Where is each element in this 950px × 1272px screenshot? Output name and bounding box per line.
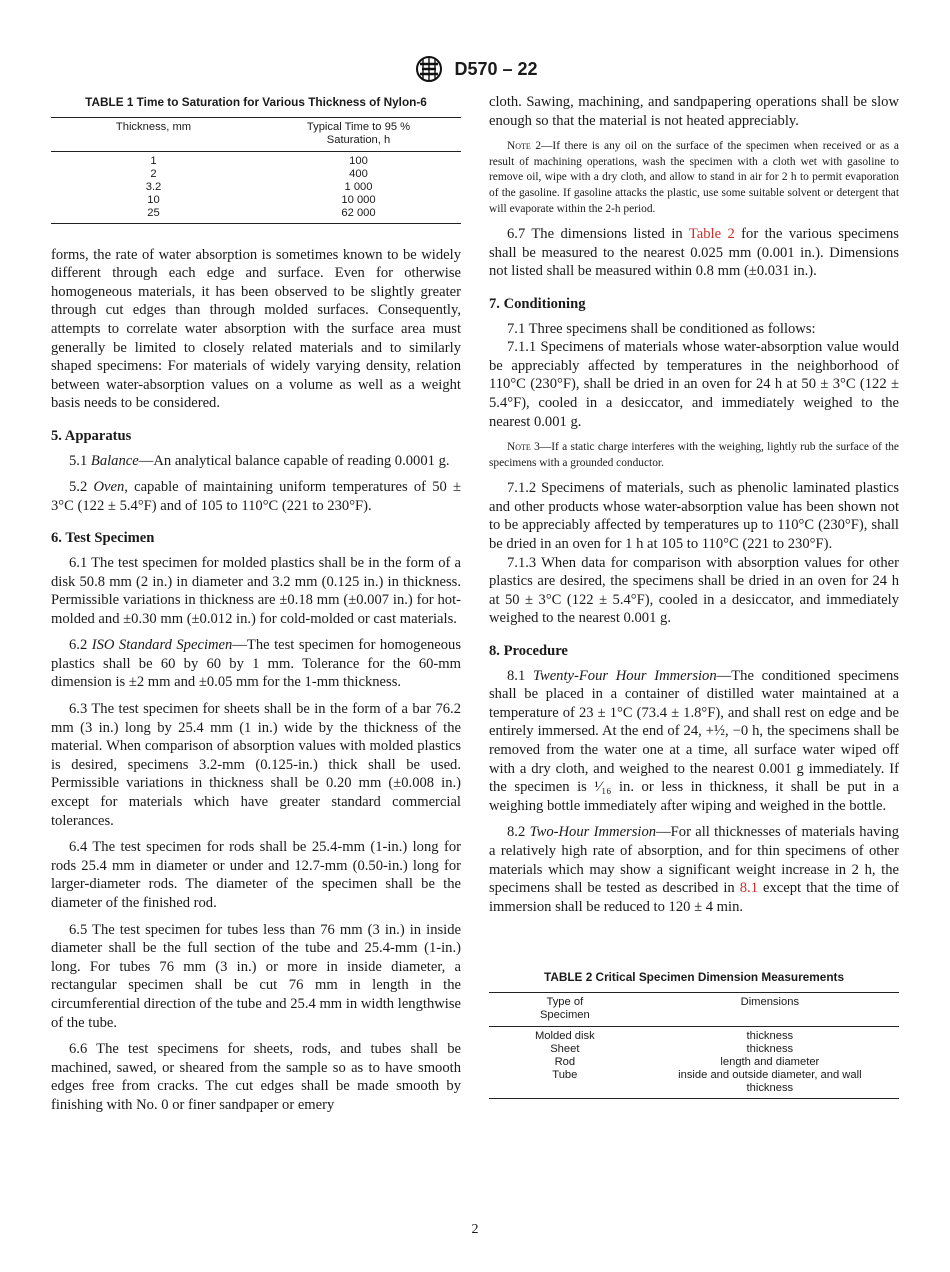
table-row: 1 100 [150, 154, 368, 167]
section-heading: 8. Procedure [489, 643, 568, 660]
table-row: 2 400 [150, 167, 368, 180]
paragraph: 6.1 The test specimen for molded plastics shall be in the form of a disk 50.8 mm (2 in.) in diameter and 3.2 mm (0.125 in.) in thickness. Permissible variations in thickness are ±0.18 mm (±0.007 in.) for hot-molded and ±0.30 mm (±0.012 in.) for cold-molded or cast materials. [51, 554, 461, 627]
section-8-1-link[interactable]: 8.1 [739, 880, 758, 897]
table1 [51, 93, 461, 224]
paragraph: cloth. Sawing, machining, and sandpapering operations shall be slow enough so that the material is not heated appreciably. [489, 94, 899, 129]
note: Note 3—If a static charge interferes with the weighing, lightly rub the surface of the specimens with a grounded conductor. [489, 441, 899, 469]
note: Note 2—If there is any oil on the surface of the specimen when received or as a result of machining operations, wash the specimen with a cloth wet with gasoline to remove oil, wipe with a dry cloth, and allow to stand in air for 2 h to permit evaporation of the gasoline. If gasoline attacks the plastic, use some suitable solvent or detergent that will evaporate within the 2-h period. [489, 140, 899, 215]
paragraph: forms, the rate of water absorption is sometimes known to be widely different through each edge and surface. Even for otherwise homogeneous materials, it has been observed to be slightly greater through cut edges than through molded surfaces. Consequently, attempts to correlate water absorption with the surface area must generally be limited to closely related materials and to similarly shaped specimens: For materials of widely varying density, relation between water-absorption values on a volume as well as a weight basis needs to be considered. [51, 246, 461, 412]
table2 [489, 968, 899, 1099]
section-heading: 7. Conditioning [489, 295, 586, 312]
table2-header: Type of Specimen [489, 992, 641, 1026]
designation: D570 – 22 [454, 58, 538, 79]
paragraph: 7.1 Three specimens shall be conditioned as follows: [507, 320, 816, 337]
paragraph: 7.1.3 When data for comparison with absorption values for other plastics are desired, the specimens shall be dried in an oven for 24 h at 50 ± 3°C (122 ± 5.4°F), cooled in a desiccator, and immediately weighed to the nearest 0.001 g. [489, 554, 899, 627]
table-row: 3.2 1 000 [145, 180, 373, 193]
paragraph: 5.2 Oven, capable of maintaining uniform temperatures of 50 ± 3°C (122 ± 5.4°F) and of 105 to 110°C (221 to 230°F). [51, 479, 461, 514]
table2-header: Dimensions [641, 992, 899, 1026]
right-column [489, 93, 899, 1099]
paragraph: 6.4 The test specimen for rods shall be 25.4-mm (1-in.) long for rods 25.4 mm in diameter or under and 12.7-mm (0.50-in.) long for larger-diameter rods. The diameter of the specimen shall be the diameter of the finished rod. [51, 839, 461, 911]
left-column [51, 93, 461, 1115]
table-row: 25 62 000 [51, 207, 461, 224]
table2-caption: TABLE 2 Critical Specimen Dimension Measurements [543, 970, 845, 985]
paragraph: 5.1 Balance—An analytical balance capable of reading 0.0001 g. [69, 452, 450, 469]
paragraph: 8.2 Two-Hour Immersion—For all thicknesses of materials having a relatively high rate of absorption, and for thin specimens of other materials which may show a significant weight increase in 2 h, the specimens shall be tested as described in 8.1 except that the time of immersion shall be reduced to 120 ± 4 min. [489, 824, 899, 915]
table2-link[interactable]: Table 2 [688, 226, 735, 243]
table1-header: Typical Time to 95 % Saturation, h [256, 117, 461, 151]
paragraph: 6.3 The test specimen for sheets shall be in the form of a bar 76.2 mm (3 in.) long by 25.4 mm (1 in.) wide by the thickness of the material. When comparison of absorption values with molded plastics is desired, specimens 3.2-mm (0.125-in.) thick shall be used. Permissible variations in thickness shall be 0.20 mm (±0.008 in.) except for materials which have greater standard commercial tolerances. [51, 701, 461, 829]
paragraph: 6.7 The dimensions listed in Table 2 for the various specimens shall be measured to the nearest 0.025 mm (0.001 in.). Dimensions not listed shall be measured within 0.8 mm (±0.031 in.). [489, 226, 899, 280]
page-header [0, 55, 950, 83]
paragraph: 7.1.2 Specimens of materials, such as phenolic laminated plastics and other products whose water-absorption value has been shown not to be appreciably affected by temperatures up to 110°C (230°F), shall be dried in an oven for 1 h at 105 to 110°C (221 to 230°F). [489, 480, 899, 553]
section-heading: 6. Test Specimen [51, 530, 155, 547]
table-row: Molded disk thickness [534, 1029, 794, 1042]
paragraph: 7.1.1 Specimens of materials whose water-absorption value would be appreciably affected by temperatures in the neighborhood of 110°C (230°F), shall be dried in an oven for 24 h at 50 ± 3°C (122 ± 5.4°F), cooled in a desiccator, and immediately weighed to the nearest 0.001 g. [489, 339, 899, 430]
table1-caption: TABLE 1 Time to Saturation for Various Thickness of Nylon-6 [85, 95, 427, 109]
page-number: 2 [471, 1222, 479, 1237]
paragraph: 6.2 ISO Standard Specimen—The test specimen for homogeneous plastics shall be 60 by 60 by 1 mm. Tolerance for the 60-mm dimension is ±2 mm and ±0.05 mm for the 1-mm thickness. [51, 637, 461, 691]
section-heading: 5. Apparatus [51, 427, 132, 444]
table-row: Tube inside and outside diameter, and wall thickness [489, 1069, 899, 1099]
astm-logo-icon [412, 55, 446, 83]
table1-header: Thickness, mm [51, 117, 256, 151]
paragraph: 6.6 The test specimens for sheets, rods, and tubes shall be machined, sawed, or sheared from the sample so as to have smooth edges free from cracks. The cut edges shall be made smooth by finishing with No. 0 or finer sandpaper or emery [51, 1041, 461, 1113]
table-row: Sheet thickness [550, 1042, 794, 1055]
table-row: Rod length and diameter [554, 1055, 820, 1068]
paragraph: 8.1 Twenty-Four Hour Immersion—The conditioned specimens shall be placed in a container of distilled water maintained at a temperature of 23 ± 1°C (73.4 ± 1.8°F), and shall rest on edge and be entirely immersed. At the end of 24, +½, −0 h, the specimens shall be removed from the water one at a time, all surface water wiped off with a dry cloth, and weighed to the nearest 0.001 g immediately. If the specimen is ¹⁄₁₆ in. or less in thickness, it shall be put in a weighing bottle immediately after wiping and weighed in the bottle. [489, 667, 899, 814]
paragraph: 6.5 The test specimen for tubes less than 76 mm (3 in.) in inside diameter shall be the full section of the tube and 25.4-mm (1-in.) long. For tubes 76 mm (3 in.) or more in inside diameter, a rectangular specimen shall be cut 76 mm in length in the circumferential direction of the tube and 25.4 mm in width lengthwise of the tube. [51, 921, 461, 1031]
table-row: 10 10 000 [147, 193, 376, 206]
